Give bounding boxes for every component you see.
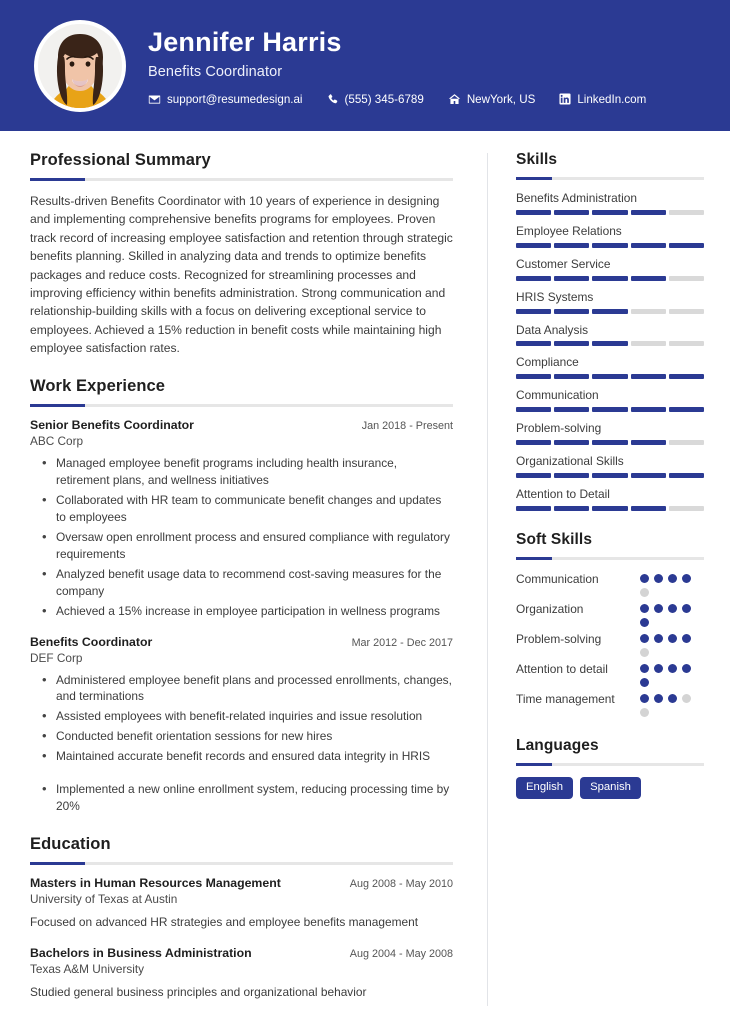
skill-segment xyxy=(631,276,666,281)
entry-header xyxy=(30,946,453,960)
soft-skill-rating xyxy=(640,631,704,657)
section-title-education: Education xyxy=(30,834,111,853)
entry-header xyxy=(30,635,453,649)
bullet-item: • Oversaw open enrollment process and ensured compliance with regulatory requirements xyxy=(56,529,453,563)
skill-row xyxy=(516,290,704,314)
rating-dot xyxy=(654,604,663,613)
language-badge: Spanish xyxy=(580,777,641,800)
experience-entry xyxy=(30,418,453,619)
soft-skill-name: Communication xyxy=(516,571,599,586)
skill-name: Customer Service xyxy=(516,256,611,271)
rating-dot xyxy=(668,664,677,673)
skill-segment xyxy=(631,407,666,412)
phone-icon xyxy=(327,93,339,106)
candidate-role: Benefits Coordinator xyxy=(148,63,283,80)
skill-segment xyxy=(516,309,551,314)
profile-photo xyxy=(38,24,122,108)
home-icon xyxy=(448,93,461,106)
skill-segment xyxy=(592,276,627,281)
skill-name: HRIS Systems xyxy=(516,289,594,304)
contact-phone[interactable] xyxy=(327,93,424,106)
section-education xyxy=(30,835,453,1000)
language-badge: English xyxy=(516,777,573,800)
skill-row xyxy=(516,323,704,347)
contact-linkedin[interactable] xyxy=(559,93,646,106)
skill-row xyxy=(516,355,704,379)
rating-dot xyxy=(654,664,663,673)
bullet-item: • Maintained accurate benefit records and ensured data integrity in HRIS xyxy=(56,748,453,765)
soft-skill-row xyxy=(516,691,704,717)
section-title-soft-skills: Soft Skills xyxy=(516,530,593,548)
education-description: Focused on advanced HR strategies and employee benefits management xyxy=(30,914,419,929)
skill-name: Benefits Administration xyxy=(516,191,637,205)
envelope-icon xyxy=(148,93,161,106)
resume-header xyxy=(0,0,730,131)
skill-segment xyxy=(516,407,551,412)
bullet-item: • Analyzed benefit usage data to recommend cost-saving measures for the company xyxy=(56,566,453,600)
sidebar-column xyxy=(488,131,730,1024)
rating-dot xyxy=(654,574,663,583)
skill-segment xyxy=(554,440,589,445)
skill-segment xyxy=(669,440,704,445)
skill-segment xyxy=(592,440,627,445)
soft-skill-name: Problem-solving xyxy=(516,631,602,646)
skill-segment xyxy=(554,341,589,346)
skill-level-bar xyxy=(516,407,704,412)
job-bullets xyxy=(30,672,453,815)
avatar xyxy=(34,20,126,112)
skill-level-bar xyxy=(516,210,704,215)
section-title-summary: Professional Summary xyxy=(30,151,211,169)
skill-name: Employee Relations xyxy=(516,223,622,238)
education-entry xyxy=(30,946,453,1001)
skill-segment xyxy=(516,243,551,248)
soft-skill-rating xyxy=(640,571,704,597)
contact-list xyxy=(148,93,704,106)
skill-row xyxy=(516,257,704,281)
skill-segment xyxy=(592,407,627,412)
skill-segment xyxy=(554,243,589,248)
section-soft-skills xyxy=(516,531,704,717)
skill-segment xyxy=(669,506,704,511)
bullet-item: • Conducted benefit orientation sessions for new hires xyxy=(56,728,453,745)
degree-dates: Aug 2004 - May 2008 xyxy=(349,947,453,960)
skills-list xyxy=(516,191,704,511)
skill-segment xyxy=(669,374,704,379)
rating-dot xyxy=(640,574,649,583)
skill-segment xyxy=(631,473,666,478)
skill-level-bar xyxy=(516,440,704,445)
rating-dot xyxy=(682,574,691,583)
soft-skill-row xyxy=(516,571,704,597)
skill-segment xyxy=(631,309,666,314)
job-dates: Mar 2012 - Dec 2017 xyxy=(351,636,453,649)
skill-segment xyxy=(516,473,551,478)
skill-segment xyxy=(631,210,666,215)
degree-title: Masters in Human Resources Management xyxy=(30,875,281,890)
company-name: ABC Corp xyxy=(30,434,84,449)
bullet-item: • Administered employee benefit plans and processed enrollments, changes, and terminations xyxy=(56,672,453,706)
contact-linkedin-text: LinkedIn.com xyxy=(577,92,647,106)
soft-skill-rating xyxy=(640,691,704,717)
skill-segment xyxy=(592,243,627,248)
rating-dot xyxy=(640,678,649,687)
bullet-item: • Assisted employees with benefit-related inquiries and issue resolution xyxy=(56,708,453,725)
section-rule xyxy=(30,862,453,865)
education-description: Studied general business principles and organizational behavior xyxy=(30,984,367,999)
rating-dot xyxy=(640,664,649,673)
skill-segment xyxy=(669,341,704,346)
contact-location-text: NewYork, US xyxy=(466,92,536,106)
skill-segment xyxy=(554,407,589,412)
section-professional-summary xyxy=(30,151,453,357)
experience-entry xyxy=(30,635,453,815)
section-skills xyxy=(516,151,704,511)
skill-segment xyxy=(592,506,627,511)
job-title: Benefits Coordinator xyxy=(30,634,153,649)
resume-body xyxy=(0,131,730,1024)
skill-level-bar xyxy=(516,374,704,379)
summary-text: Results-driven Benefits Coordinator with 10 years of experience in designing and implementing comprehensive benefits programs for employees. Proven track record of increasing employee satisfaction and retention through strategic benefits planning. Skilled in analyzing data and trends to optimize benefits packages and reduce costs. Recognized for streamlining processes and improving efficiency within benefits administration. Strong communication and relationship-building skills with a focus on delivering exceptional service to employees. Achieved a 15% reduction in benefit costs while maintaining high employee satisfaction rates. xyxy=(30,194,453,355)
skill-segment xyxy=(669,309,704,314)
rating-dot xyxy=(640,604,649,613)
section-languages xyxy=(516,737,704,800)
skill-row xyxy=(516,388,704,412)
contact-location[interactable] xyxy=(448,93,536,106)
rating-dot xyxy=(640,618,649,627)
soft-skill-name: Organization xyxy=(516,601,584,616)
section-rule xyxy=(30,178,453,181)
skill-row xyxy=(516,454,704,478)
skill-level-bar xyxy=(516,309,704,314)
skill-segment xyxy=(516,440,551,445)
rating-dot xyxy=(640,648,649,657)
skill-level-bar xyxy=(516,506,704,511)
linkedin-icon xyxy=(559,93,571,105)
contact-phone-text: (555) 345-6789 xyxy=(344,92,424,106)
job-dates: Jan 2018 - Present xyxy=(361,420,453,433)
skill-segment xyxy=(669,473,704,478)
skill-row xyxy=(516,224,704,248)
soft-skills-list xyxy=(516,571,704,717)
skill-segment xyxy=(554,309,589,314)
entry-header xyxy=(30,418,453,432)
rating-dot xyxy=(668,634,677,643)
contact-email[interactable] xyxy=(148,93,303,106)
skill-row xyxy=(516,421,704,445)
section-rule xyxy=(516,177,704,180)
rating-dot xyxy=(654,634,663,643)
skill-name: Compliance xyxy=(516,355,579,370)
skill-segment xyxy=(554,473,589,478)
bullet-item: • Managed employee benefit programs including health insurance, retirement plans, and wellness initiatives xyxy=(56,455,453,489)
school-name: Texas A&M University xyxy=(30,961,145,976)
skill-segment xyxy=(669,276,704,281)
header-text-block xyxy=(148,25,704,105)
section-rule xyxy=(516,763,704,766)
skill-segment xyxy=(631,440,666,445)
skill-segment xyxy=(669,243,704,248)
skill-segment xyxy=(516,506,551,511)
degree-dates: Aug 2008 - May 2010 xyxy=(349,877,453,890)
soft-skill-row xyxy=(516,601,704,627)
rating-dot xyxy=(640,634,649,643)
education-entry xyxy=(30,876,453,931)
skill-segment xyxy=(631,374,666,379)
skill-segment xyxy=(592,341,627,346)
job-bullets xyxy=(30,455,453,619)
company-name: DEF Corp xyxy=(30,650,83,665)
skill-row xyxy=(516,487,704,511)
rating-dot xyxy=(682,664,691,673)
skill-name: Data Analysis xyxy=(516,322,589,337)
soft-skill-rating xyxy=(640,601,704,627)
rating-dot xyxy=(640,588,649,597)
main-column xyxy=(0,131,487,1024)
skill-level-bar xyxy=(516,243,704,248)
skill-segment xyxy=(516,374,551,379)
contact-email-text: support@resumedesign.ai xyxy=(167,92,303,106)
skill-segment xyxy=(554,276,589,281)
skill-segment xyxy=(554,374,589,379)
degree-title: Bachelors in Business Administration xyxy=(30,945,252,960)
skill-segment xyxy=(592,210,627,215)
rating-dot xyxy=(668,574,677,583)
skill-segment xyxy=(592,374,627,379)
skill-level-bar xyxy=(516,341,704,346)
skill-segment xyxy=(516,210,551,215)
skill-segment xyxy=(516,341,551,346)
section-title-languages: Languages xyxy=(516,736,599,754)
section-work-experience xyxy=(30,377,453,815)
skill-level-bar xyxy=(516,276,704,281)
soft-skill-name: Attention to detail xyxy=(516,661,608,676)
school-name: University of Texas at Austin xyxy=(30,891,178,906)
bullet-item: • Collaborated with HR team to communicate benefit changes and updates to employees xyxy=(56,492,453,526)
job-title: Senior Benefits Coordinator xyxy=(30,418,194,433)
soft-skill-row xyxy=(516,631,704,657)
skill-segment xyxy=(631,243,666,248)
soft-skill-rating xyxy=(640,661,704,687)
rating-dot xyxy=(640,708,649,717)
bullet-item: • Achieved a 15% increase in employee participation in wellness programs xyxy=(56,603,453,620)
skill-name: Organizational Skills xyxy=(516,454,624,468)
skill-segment xyxy=(669,407,704,412)
skill-segment xyxy=(631,506,666,511)
rating-dot xyxy=(682,604,691,613)
candidate-name: Jennifer Harris xyxy=(148,27,342,58)
skill-row xyxy=(516,191,704,215)
rating-dot xyxy=(668,604,677,613)
entry-header xyxy=(30,876,453,890)
skill-segment xyxy=(669,210,704,215)
section-title-experience: Work Experience xyxy=(30,377,166,396)
rating-dot xyxy=(668,694,677,703)
skill-segment xyxy=(592,473,627,478)
skill-level-bar xyxy=(516,473,704,478)
soft-skill-row xyxy=(516,661,704,687)
rating-dot xyxy=(654,694,663,703)
skill-segment xyxy=(554,506,589,511)
skill-name: Problem-solving xyxy=(516,421,602,436)
skill-segment xyxy=(592,309,627,314)
skill-segment xyxy=(516,276,551,281)
rating-dot xyxy=(682,694,691,703)
skill-name: Attention to Detail xyxy=(516,486,610,501)
section-rule xyxy=(30,404,453,407)
section-rule xyxy=(516,557,704,560)
rating-dot xyxy=(682,634,691,643)
rating-dot xyxy=(640,694,649,703)
soft-skill-name: Time management xyxy=(516,691,615,706)
skill-segment xyxy=(631,341,666,346)
bullet-item: • Implemented a new online enrollment system, reducing processing time by 20% xyxy=(56,781,453,815)
section-title-skills: Skills xyxy=(516,151,558,168)
skill-name: Communication xyxy=(516,388,599,403)
languages-list xyxy=(516,777,704,800)
skill-segment xyxy=(554,210,589,215)
